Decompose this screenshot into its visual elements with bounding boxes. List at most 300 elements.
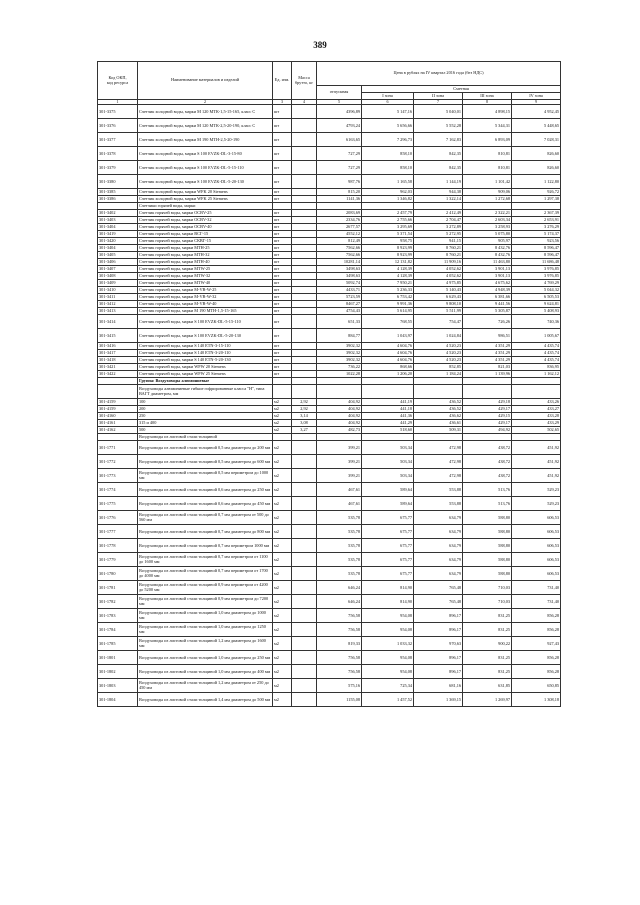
- row-price-zone-2: 842,35: [414, 161, 463, 175]
- row-price-zone-4: 7 028,31: [512, 133, 561, 147]
- row-price-zone-1: 441,18: [362, 406, 414, 413]
- row-price-zone-3: 1 272,68: [463, 196, 512, 203]
- empty-cell: [463, 434, 512, 441]
- row-price-wholesale: 467,61: [317, 497, 362, 511]
- row-price-zone-1: 4 604,76: [362, 350, 414, 357]
- row-price-zone-1: 8 923,99: [362, 245, 414, 252]
- row-code: 301-4161: [98, 420, 138, 427]
- row-code: 301-3412: [98, 301, 138, 308]
- row-mass: [292, 525, 317, 539]
- row-price-zone-2: 4 052,62: [414, 266, 463, 273]
- row-price-zone-3: 3 258,93: [463, 224, 512, 231]
- row-price-zone-1: 2 457,79: [362, 210, 414, 217]
- empty-cell: [362, 434, 414, 441]
- row-price-zone-4: 731,40: [512, 581, 561, 595]
- row-name: 315 и 400: [138, 420, 273, 427]
- row-code: 301-4162: [98, 427, 138, 434]
- table-row: [98, 539, 561, 553]
- empty-cell: [273, 203, 292, 210]
- row-price-zone-3: 6 893,09: [463, 133, 512, 147]
- row-price-zone-2: 634,79: [414, 539, 463, 553]
- row-price-zone-2: 896,17: [414, 651, 463, 665]
- row-mass: [292, 539, 317, 553]
- row-code: 301-3417: [98, 350, 138, 357]
- row-price-zone-1: 5 147,16: [362, 105, 414, 119]
- row-name: Счетчик холодной воды, марки М 190 МТН-2,5-20-190: [138, 133, 273, 147]
- row-name: Счетчик холодной воды, марки S 100 EVZK-DL-5-15-110: [138, 161, 273, 175]
- row-mass: [292, 224, 317, 231]
- row-code: 301-3385: [98, 189, 138, 196]
- row-mass: 2,92: [292, 406, 317, 413]
- row-unit: м2: [273, 483, 292, 497]
- row-code: 301-3402: [98, 210, 138, 217]
- row-unit: шт: [273, 245, 292, 252]
- row-mass: [292, 567, 317, 581]
- row-price-zone-4: 11 686,48: [512, 259, 561, 266]
- row-mass: [292, 301, 317, 308]
- row-price-zone-2: 3 272,89: [414, 224, 463, 231]
- row-code: 301-3410: [98, 287, 138, 294]
- row-price-zone-1: 12 131,82: [362, 259, 414, 266]
- row-code: 301-1771: [98, 441, 138, 455]
- row-price-zone-2: 765,48: [414, 581, 463, 595]
- row-price-zone-1: 954,08: [362, 609, 414, 623]
- row-unit: шт: [273, 357, 292, 364]
- row-code: 301-3406: [98, 259, 138, 266]
- row-price-zone-4: 1 297,38: [512, 196, 561, 203]
- row-price-zone-3: 631,85: [463, 679, 512, 693]
- row-mass: 3,08: [292, 420, 317, 427]
- row-price-zone-1: 958,75: [362, 238, 414, 245]
- row-price-zone-4: 451,92: [512, 441, 561, 455]
- row-name: Воздуховоды из листовой стали толщиной 0,9 мм периметром от 4200 до 5200 мм: [138, 581, 273, 595]
- table-row: [98, 420, 561, 427]
- empty-cell: [292, 434, 317, 441]
- row-price-wholesale: 2083,69: [317, 210, 362, 217]
- row-price-zone-2: 436,52: [414, 406, 463, 413]
- row-price-zone-3: 2 322,21: [463, 210, 512, 217]
- table-row: [98, 301, 561, 308]
- row-mass: [292, 343, 317, 350]
- row-price-wholesale: 4552,12: [317, 231, 362, 238]
- row-name: Воздуховоды из листовой стали толщиной 0,5 мм диаметром до 200 мм: [138, 441, 273, 455]
- row-price-zone-4: 923,56: [512, 238, 561, 245]
- row-price-wholesale: 4793,24: [317, 119, 362, 133]
- row-code: 301-1802: [98, 665, 138, 679]
- row-name: Счетчик горячей воды, марки WFW 20 Siemens: [138, 364, 273, 371]
- row-price-zone-4: 856,28: [512, 609, 561, 623]
- row-price-wholesale: 651,33: [317, 315, 362, 329]
- row-price-zone-4: 826,60: [512, 147, 561, 161]
- row-price-zone-1: 5 656,66: [362, 119, 414, 133]
- table-row: [98, 105, 561, 119]
- row-price-zone-3: 588,80: [463, 511, 512, 525]
- row-price-zone-3: 588,80: [463, 539, 512, 553]
- row-unit: м2: [273, 420, 292, 427]
- row-price-zone-1: 503,34: [362, 455, 414, 469]
- row-code: 301-1777: [98, 525, 138, 539]
- row-price-wholesale: 404,92: [317, 406, 362, 413]
- row-price-zone-4: 8 596,47: [512, 245, 561, 252]
- empty-cell: [463, 378, 512, 385]
- row-mass: [292, 231, 317, 238]
- row-price-zone-3: 4 675,62: [463, 280, 512, 287]
- row-unit: шт: [273, 147, 292, 161]
- row-mass: [292, 441, 317, 455]
- empty-cell: [512, 203, 561, 210]
- empty-cell: [512, 385, 561, 399]
- header-estimate-group: Сметная: [362, 86, 561, 93]
- row-unit: шт: [273, 287, 292, 294]
- row-price-zone-4: 606,53: [512, 553, 561, 567]
- row-price-wholesale: 646,24: [317, 581, 362, 595]
- table-row: [98, 161, 561, 175]
- header-price-group: Цена в рублях на IV квартал 2016 года (без НДС): [317, 62, 561, 86]
- row-mass: [292, 329, 317, 343]
- header-unit: Ед. изм.: [273, 62, 292, 100]
- row-price-zone-4: 451,92: [512, 455, 561, 469]
- row-unit: шт: [273, 280, 292, 287]
- row-price-zone-1: 858,10: [362, 147, 414, 161]
- row-price-zone-2: 1 322,14: [414, 196, 463, 203]
- row-price-zone-4: 5 408,93: [512, 308, 561, 315]
- row-name: Счетчик горячей воды, марки WFW 25 Siemens: [138, 371, 273, 378]
- row-price-zone-2: 472,98: [414, 469, 463, 483]
- row-code: 301-4159: [98, 406, 138, 413]
- row-code: 301-3376: [98, 119, 138, 133]
- row-price-zone-1: 5 614,95: [362, 308, 414, 315]
- table-row: [98, 133, 561, 147]
- row-mass: [292, 238, 317, 245]
- row-price-zone-2: 4 520,23: [414, 343, 463, 350]
- table-row: [98, 280, 561, 287]
- row-price-zone-1: 814,90: [362, 581, 414, 595]
- row-price-zone-2: 634,79: [414, 553, 463, 567]
- empty-cell: [273, 385, 292, 399]
- table-row: [98, 427, 561, 434]
- row-name: Счетчик холодной воды, марки М 120 МТК-1,5-15-165, класс С: [138, 105, 273, 119]
- row-name: Счетчик горячей воды, марки М-VB-W-40: [138, 301, 273, 308]
- row-price-zone-3: 429,15: [463, 413, 512, 420]
- row-price-zone-4: 856,28: [512, 651, 561, 665]
- header-code-bottom: код ресурса: [106, 79, 129, 85]
- row-price-wholesale: 535,78: [317, 539, 362, 553]
- row-mass: [292, 105, 317, 119]
- row-price-wholesale: 815,20: [317, 189, 362, 196]
- row-name: Воздуховоды из листовой стали толщиной 0,6 мм диаметром до 450 мм: [138, 497, 273, 511]
- row-price-zone-3: 3 901,13: [463, 266, 512, 273]
- empty-cell: [463, 385, 512, 399]
- row-name: Воздуховоды из листовой стали толщиной 1,2 мм диаметром от 250 до 450 мм: [138, 679, 273, 693]
- row-unit: шт: [273, 350, 292, 357]
- row-mass: [292, 266, 317, 273]
- table-row: [98, 364, 561, 371]
- row-mass: [292, 469, 317, 483]
- row-price-zone-2: 970,63: [414, 637, 463, 651]
- row-name: 500: [138, 427, 273, 434]
- table-row: [98, 196, 561, 203]
- table-row: [98, 511, 561, 525]
- table-row: [98, 266, 561, 273]
- row-price-wholesale: 467,61: [317, 483, 362, 497]
- row-unit: шт: [273, 189, 292, 196]
- row-code: 301-1801: [98, 651, 138, 665]
- row-price-wholesale: 10281,14: [317, 259, 362, 266]
- row-code: 301-3404: [98, 224, 138, 231]
- row-price-zone-4: 8 596,47: [512, 252, 561, 259]
- row-price-zone-3: 726,26: [463, 315, 512, 329]
- row-name: Счетчик холодной воды, марки WFK 25 Siemens: [138, 196, 273, 203]
- row-price-wholesale: 6163,65: [317, 133, 362, 147]
- row-mass: [292, 217, 317, 224]
- row-price-zone-2: 896,17: [414, 623, 463, 637]
- row-price-zone-1: 1 043,97: [362, 329, 414, 343]
- row-name: Счетчик горячей воды, марки S 100 EVZK-DL-5-20-130: [138, 329, 273, 343]
- row-price-zone-1: 675,77: [362, 525, 414, 539]
- row-price-zone-4: 856,28: [512, 623, 561, 637]
- row-price-zone-1: 675,77: [362, 553, 414, 567]
- row-price-zone-2: 842,35: [414, 147, 463, 161]
- row-price-zone-2: 5 552,28: [414, 119, 463, 133]
- table-row: [98, 637, 561, 651]
- table-row: [98, 308, 561, 315]
- table-row: [98, 350, 561, 357]
- row-price-zone-4: 5 448,65: [512, 119, 561, 133]
- row-price-zone-1: 9 991,36: [362, 301, 414, 308]
- empty-cell: [414, 203, 463, 210]
- row-unit: шт: [273, 343, 292, 350]
- empty-cell: [463, 203, 512, 210]
- row-code: 301-1782: [98, 595, 138, 609]
- row-price-zone-1: 768,55: [362, 315, 414, 329]
- row-unit: шт: [273, 210, 292, 217]
- table-header: [98, 62, 561, 105]
- row-code: 301-1780: [98, 567, 138, 581]
- row-price-wholesale: 5092,74: [317, 280, 362, 287]
- row-heading: Воздуховоды из листовой стали толщиной: [138, 434, 273, 441]
- row-price-wholesale: 3902,32: [317, 350, 362, 357]
- row-name: Счетчик горячей воды, марки OCBV-25: [138, 210, 273, 217]
- table-row: [98, 553, 561, 567]
- row-unit: м2: [273, 581, 292, 595]
- row-price-wholesale: 7562,66: [317, 252, 362, 259]
- row-unit: м2: [273, 651, 292, 665]
- table-row: [98, 329, 561, 343]
- row-price-zone-2: 944,38: [414, 189, 463, 196]
- empty-cell: [512, 378, 561, 385]
- row-price-zone-3: 1 269,97: [463, 693, 512, 707]
- table-row: [98, 119, 561, 133]
- row-price-zone-3: 429,18: [463, 399, 512, 406]
- row-price-zone-3: 513,76: [463, 483, 512, 497]
- row-price-wholesale: 3498,63: [317, 266, 362, 273]
- row-price-zone-1: 954,08: [362, 651, 414, 665]
- header-wholesale: отпускная: [317, 86, 362, 100]
- row-price-zone-2: 852,85: [414, 364, 463, 371]
- row-name: Счетчик горячей воды, марки OCBV-32: [138, 217, 273, 224]
- row-mass: [292, 497, 317, 511]
- row-mass: [292, 133, 317, 147]
- row-price-zone-2: 634,79: [414, 567, 463, 581]
- row-code: 301-3420: [98, 238, 138, 245]
- row-price-zone-3: 900,22: [463, 637, 512, 651]
- row-price-zone-2: 896,17: [414, 609, 463, 623]
- row-mass: [292, 175, 317, 189]
- row-name: Воздуховоды из листовой стали толщиной 1,4 мм диаметром до 500 мм: [138, 693, 273, 707]
- row-price-zone-1: 1 206,20: [362, 371, 414, 378]
- table-row: [98, 693, 561, 707]
- row-mass: [292, 280, 317, 287]
- row-unit: шт: [273, 259, 292, 266]
- header-zone-2: II зона: [414, 93, 463, 100]
- row-mass: [292, 651, 317, 665]
- row-name: Счетчик горячей воды, марки МТW-40: [138, 280, 273, 287]
- row-mass: 2,92: [292, 399, 317, 406]
- row-price-wholesale: 535,78: [317, 553, 362, 567]
- row-price-zone-3: 438,72: [463, 469, 512, 483]
- row-price-zone-2: 4 052,62: [414, 273, 463, 280]
- row-unit: м2: [273, 567, 292, 581]
- group-row: [98, 378, 561, 385]
- row-price-zone-3: 429,17: [463, 420, 512, 427]
- row-price-zone-2: 7 162,83: [414, 133, 463, 147]
- row-price-wholesale: 756,58: [317, 665, 362, 679]
- row-price-zone-1: 675,77: [362, 511, 414, 525]
- row-unit: шт: [273, 301, 292, 308]
- row-price-zone-3: 710,03: [463, 595, 512, 609]
- row-price-zone-3: 438,72: [463, 441, 512, 455]
- row-name: Воздуховоды из листовой стали толщиной 0,5 мм диаметром до 600 мм: [138, 455, 273, 469]
- row-price-zone-2: 472,98: [414, 455, 463, 469]
- row-price-zone-3: 710,03: [463, 581, 512, 595]
- row-name: Счетчик горячей воды, марки СКВГ-15: [138, 238, 273, 245]
- row-mass: [292, 581, 317, 595]
- row-price-zone-2: 4 520,23: [414, 350, 463, 357]
- row-unit: шт: [273, 161, 292, 175]
- row-price-zone-1: 518,60: [362, 427, 414, 434]
- row-price-zone-1: 441,36: [362, 413, 414, 420]
- row-price-zone-3: 821,03: [463, 364, 512, 371]
- row-code: 301-3414: [98, 315, 138, 329]
- row-code: 301-3378: [98, 147, 138, 161]
- row-price-zone-4: 433,26: [512, 399, 561, 406]
- row-price-zone-1: 2 755,66: [362, 217, 414, 224]
- row-code: 301-1785: [98, 637, 138, 651]
- row-unit: м2: [273, 637, 292, 651]
- empty-cell: [292, 378, 317, 385]
- row-price-zone-1: 589,64: [362, 497, 414, 511]
- row-name: Воздуховоды из листовой стали толщиной 1,0 мм диаметром до 250 мм: [138, 651, 273, 665]
- table-row: [98, 413, 561, 420]
- row-price-wholesale: 3498,63: [317, 273, 362, 280]
- row-name: Воздуховоды из листовой стали толщиной 1,0 мм диаметром до 400 мм: [138, 665, 273, 679]
- row-name: Воздуховоды из листовой стали толщиной 0,6 мм диаметром до 250 мм: [138, 483, 273, 497]
- row-mass: [292, 637, 317, 651]
- row-price-zone-4: 4 769,29: [512, 280, 561, 287]
- row-code: 301-1779: [98, 553, 138, 567]
- row-price-zone-4: 529,23: [512, 483, 561, 497]
- row-code: 301-3408: [98, 273, 138, 280]
- row-code: [98, 434, 138, 441]
- row-unit: м2: [273, 665, 292, 679]
- row-code: 301-3409: [98, 280, 138, 287]
- row-price-zone-3: 5 075,80: [463, 231, 512, 238]
- row-price-wholesale: 482,73: [317, 427, 362, 434]
- row-code: [98, 203, 138, 210]
- row-mass: [292, 511, 317, 525]
- row-code: 301-1775: [98, 497, 138, 511]
- row-price-zone-4: 1 005,67: [512, 329, 561, 343]
- row-price-zone-2: 8 760,21: [414, 252, 463, 259]
- table-row: [98, 217, 561, 224]
- row-price-zone-1: 5 371,54: [362, 231, 414, 238]
- row-price-zone-2: 896,17: [414, 665, 463, 679]
- row-price-zone-1: 503,34: [362, 469, 414, 483]
- row-unit: шт: [273, 315, 292, 329]
- row-price-zone-4: 826,60: [512, 161, 561, 175]
- row-price-zone-2: 11 909,16: [414, 259, 463, 266]
- row-name: Счетчик горячей воды, марки МТН-40: [138, 259, 273, 266]
- row-unit: м2: [273, 623, 292, 637]
- row-name: Счетчик горячей воды, марки ВСГ-15: [138, 231, 273, 238]
- row-price-zone-3: 8 432,76: [463, 252, 512, 259]
- row-price-zone-1: 814,90: [362, 595, 414, 609]
- row-price-wholesale: 3902,32: [317, 343, 362, 350]
- table-row: [98, 238, 561, 245]
- table-row: [98, 455, 561, 469]
- row-price-zone-4: 731,40: [512, 595, 561, 609]
- table-row: [98, 441, 561, 455]
- row-price-zone-4: 4 435,74: [512, 343, 561, 350]
- row-name: Воздуховоды из листовой стали толщиной 0,9 мм периметром до 7200 мм: [138, 595, 273, 609]
- row-mass: [292, 252, 317, 259]
- row-price-zone-4: 1 162,12: [512, 371, 561, 378]
- row-unit: м2: [273, 427, 292, 434]
- row-mass: [292, 364, 317, 371]
- row-price-zone-4: 2 367,39: [512, 210, 561, 217]
- row-price-zone-1: 7 950,21: [362, 280, 414, 287]
- table-row: [98, 469, 561, 483]
- row-price-zone-2: 1 369,15: [414, 693, 463, 707]
- table-row: [98, 623, 561, 637]
- row-price-zone-3: 2 603,34: [463, 217, 512, 224]
- row-code: 301-3413: [98, 308, 138, 315]
- row-price-wholesale: 4396,89: [317, 105, 362, 119]
- row-price-wholesale: 884,77: [317, 329, 362, 343]
- row-price-wholesale: 535,78: [317, 567, 362, 581]
- row-mass: [292, 350, 317, 357]
- row-price-wholesale: 4754,43: [317, 308, 362, 315]
- row-price-zone-2: 681,16: [414, 679, 463, 693]
- empty-cell: [414, 434, 463, 441]
- row-price-zone-1: 868,66: [362, 364, 414, 371]
- row-price-zone-4: 1 308,18: [512, 693, 561, 707]
- table-row: [98, 483, 561, 497]
- row-price-zone-4: 836,95: [512, 364, 561, 371]
- table-row: [98, 210, 561, 217]
- table-row: [98, 665, 561, 679]
- empty-cell: [317, 385, 362, 399]
- row-mass: [292, 483, 317, 497]
- row-name: Счетчик холодной воды, марки М 120 МТК-2,5-20-190, класс С: [138, 119, 273, 133]
- table-row: [98, 679, 561, 693]
- row-price-zone-1: 675,77: [362, 567, 414, 581]
- row-code: 301-3403: [98, 217, 138, 224]
- row-code: 301-3377: [98, 133, 138, 147]
- row-heading: Счетчики горячей воды, марки: [138, 203, 273, 210]
- empty-cell: [512, 434, 561, 441]
- row-price-wholesale: 646,24: [317, 595, 362, 609]
